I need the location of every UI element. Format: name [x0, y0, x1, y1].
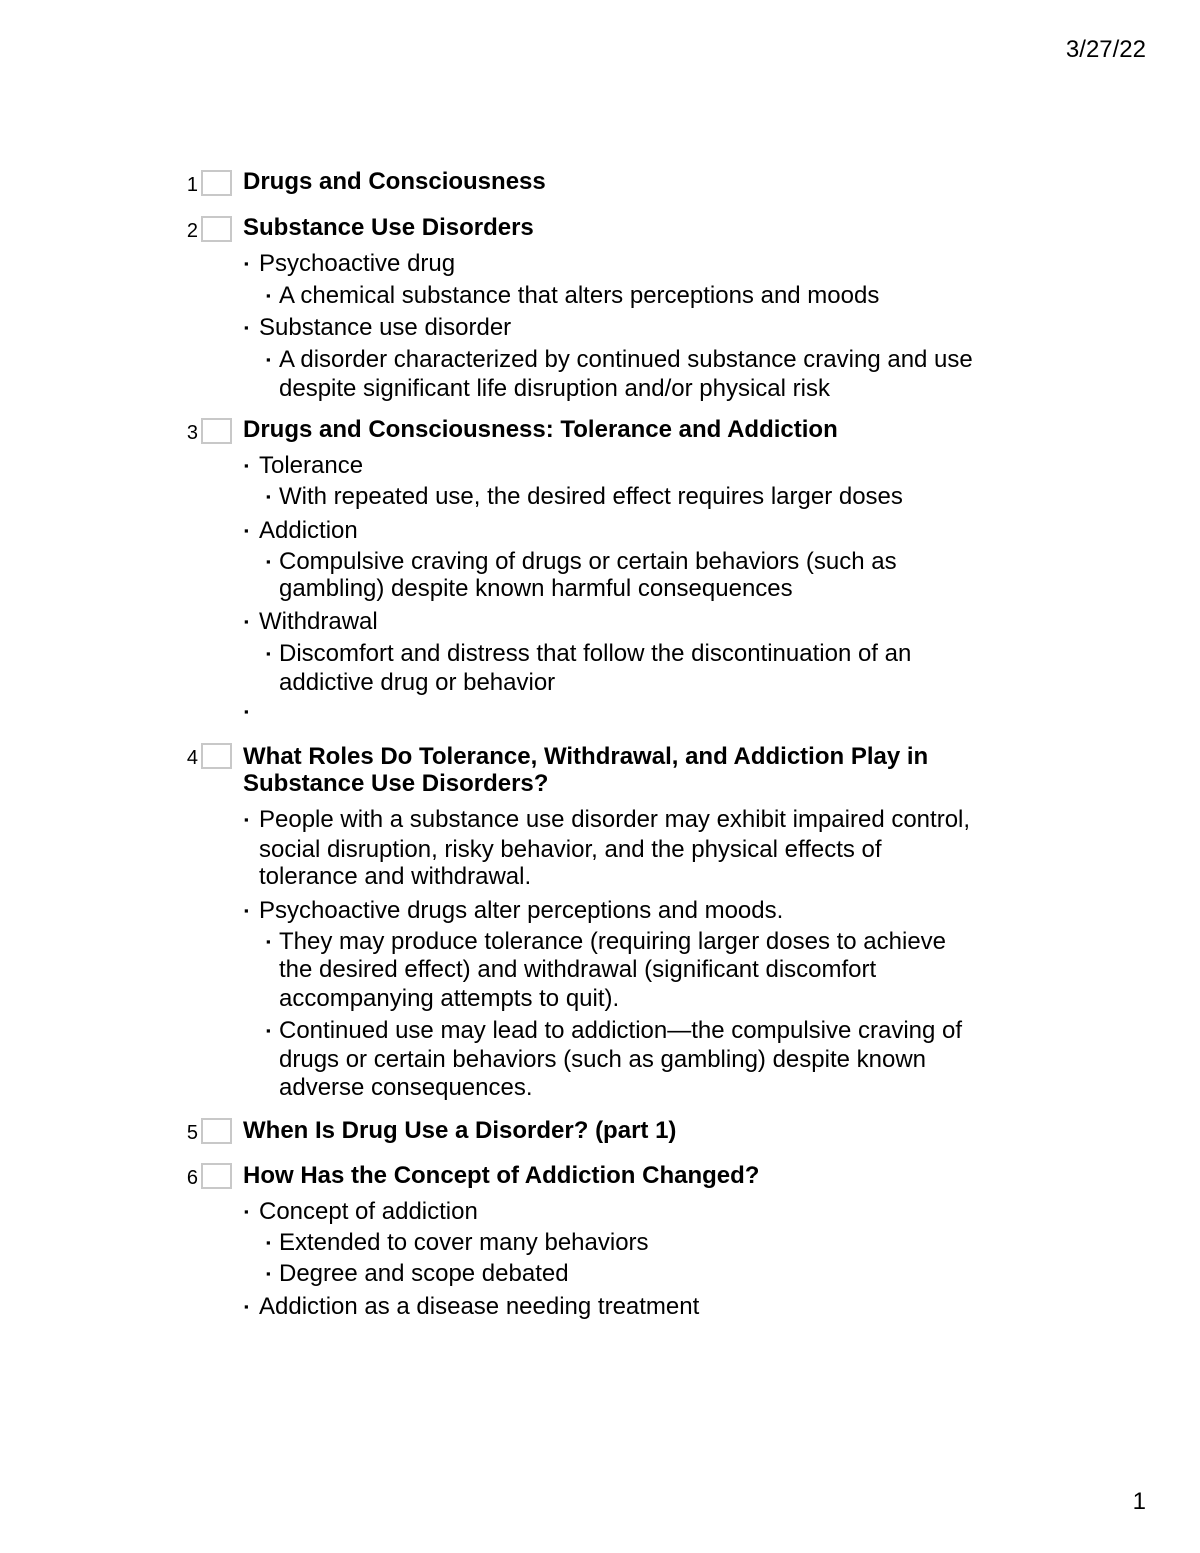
slide-title: When Is Drug Use a Disorder? (part 1): [243, 1117, 677, 1144]
slide-title: Substance Use Disorders: [243, 214, 534, 241]
bullet-item: ▪ Concept of addiction: [244, 1198, 478, 1225]
sub-bullet-continuation: accompanying attempts to quit).: [279, 985, 620, 1012]
page-date: 3/27/22: [1065, 36, 1146, 63]
sub-bullet-continuation: despite significant life disruption and/or physical risk: [279, 375, 830, 402]
slide-number: 1: [186, 174, 198, 196]
bullet-icon: ▪: [266, 934, 271, 949]
slide-number: 4: [186, 747, 198, 769]
slide-thumbnail-box[interactable]: [201, 1163, 232, 1189]
sub-bullet-item: ▪ A chemical substance that alters perceptions and moods: [266, 282, 880, 309]
page-number: 1: [1132, 1488, 1146, 1515]
bullet-icon: ▪: [244, 256, 249, 271]
bullet-continuation: tolerance and withdrawal.: [259, 863, 532, 890]
bullet-item: ▪ Withdrawal: [244, 608, 378, 635]
sub-bullet-item: ▪ With repeated use, the desired effect requires larger doses: [266, 483, 903, 510]
slide-number: 6: [186, 1167, 198, 1189]
bullet-icon: ▪: [244, 903, 249, 918]
bullet-item-empty: [244, 697, 259, 726]
slide-title: Drugs and Consciousness: [243, 168, 546, 195]
bullet-icon: ▪: [244, 1299, 249, 1314]
bullet-icon: ▪: [244, 458, 249, 473]
bullet-icon: ▪: [266, 1235, 271, 1250]
sub-bullet-continuation: the desired effect) and withdrawal (significant discomfort: [279, 956, 877, 983]
slide-number: 3: [186, 422, 198, 444]
sub-bullet-continuation: gambling) despite known harmful consequences: [279, 575, 793, 602]
slide-number: 2: [186, 220, 198, 242]
bullet-icon: ▪: [266, 352, 271, 367]
bullet-item: ▪ Substance use disorder: [244, 314, 512, 341]
sub-bullet-item: ▪ Discomfort and distress that follow the discontinuation of an: [266, 640, 912, 667]
bullet-icon: ▪: [266, 554, 271, 569]
slide-title: What Roles Do Tolerance, Withdrawal, and Addiction Play in Substance Use Disorders?: [243, 743, 929, 797]
slide-thumbnail-box[interactable]: [201, 216, 232, 242]
sub-bullet-continuation: drugs or certain behaviors (such as gambling) despite known: [279, 1046, 927, 1073]
bullet-icon: ▪: [244, 704, 249, 719]
sub-bullet-item: ▪ They may produce tolerance (requiring larger doses to achieve: [266, 928, 947, 955]
sub-bullet-item: ▪ A disorder characterized by continued substance craving and use: [266, 346, 973, 373]
bullet-icon: ▪: [244, 523, 249, 538]
bullet-item: ▪ Tolerance: [244, 452, 364, 479]
slide-title: Drugs and Consciousness: Tolerance and Addiction: [243, 416, 838, 443]
bullet-icon: ▪: [266, 1023, 271, 1038]
bullet-item: ▪ Addiction: [244, 517, 358, 544]
slide-title: How Has the Concept of Addiction Changed?: [243, 1162, 760, 1189]
slide-thumbnail-box[interactable]: [201, 418, 232, 444]
bullet-item: ▪ Psychoactive drug: [244, 250, 456, 277]
sub-bullet-item: ▪ Compulsive craving of drugs or certain behaviors (such as: [266, 548, 897, 575]
sub-bullet-item: ▪ Extended to cover many behaviors: [266, 1229, 649, 1256]
bullet-item: ▪ People with a substance use disorder may exhibit impaired control,: [244, 806, 971, 833]
slide-thumbnail-box[interactable]: [201, 1118, 232, 1144]
bullet-icon: ▪: [244, 320, 249, 335]
bullet-icon: ▪: [266, 288, 271, 303]
slide-thumbnail-box[interactable]: [201, 743, 232, 769]
sub-bullet-item: ▪ Degree and scope debated: [266, 1260, 569, 1287]
sub-bullet-item: ▪ Continued use may lead to addiction—the compulsive craving of: [266, 1017, 963, 1044]
bullet-icon: ▪: [244, 1204, 249, 1219]
bullet-continuation: social disruption, risky behavior, and the physical effects of: [259, 836, 882, 863]
bullet-icon: ▪: [266, 1266, 271, 1281]
sub-bullet-continuation: addictive drug or behavior: [279, 669, 556, 696]
bullet-icon: ▪: [266, 646, 271, 661]
slide-thumbnail-box[interactable]: [201, 170, 232, 196]
bullet-item: ▪ Addiction as a disease needing treatment: [244, 1293, 700, 1320]
bullet-item: ▪ Psychoactive drugs alter perceptions and moods.: [244, 897, 784, 924]
sub-bullet-continuation: adverse consequences.: [279, 1074, 533, 1101]
bullet-icon: ▪: [244, 614, 249, 629]
bullet-icon: ▪: [244, 812, 249, 827]
slide-number: 5: [186, 1122, 198, 1144]
bullet-icon: ▪: [266, 489, 271, 504]
